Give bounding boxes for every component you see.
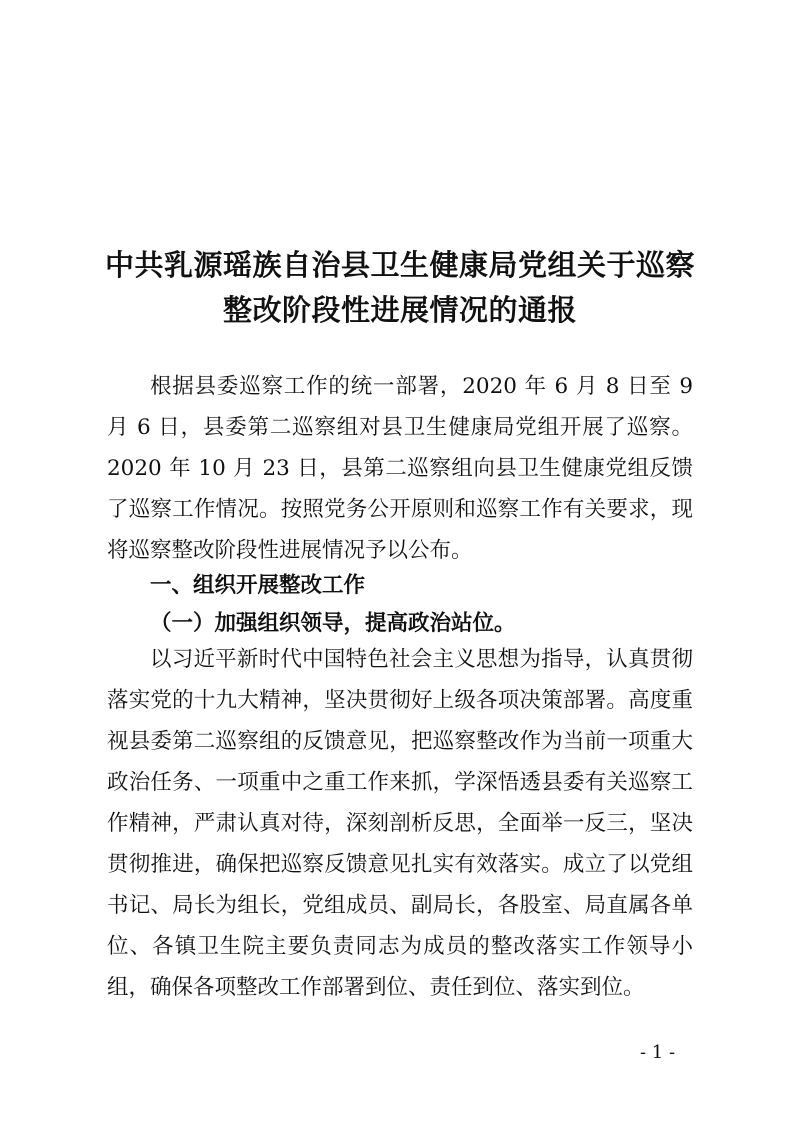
- body-paragraph-2-container: [107, 639, 693, 1008]
- subsection-heading-1: （一）加强组织领导，提高政治站位。: [150, 611, 516, 636]
- body-paragraph-1: 根据县委巡察工作的统一部署，2020 年 6 月 8 日至 9 月 6 日，县委第二巡察组对县卫生健康局党组开展了巡察。2020 年 10 月 23 日，县第二巡察组向县卫生健康党组反馈了巡察工作情况。按照党务公开原则和巡察工作有关要求，现将巡察整改阶段性进展情况予以公布。: [107, 374, 693, 563]
- section-heading-1: 一、组织开展整改工作: [150, 573, 366, 598]
- document-title-line-2: 整改阶段性进展情况的通报: [222, 293, 577, 327]
- body-paragraph-1-container: [107, 366, 693, 571]
- document-title-line-1: 中共乳源瑶族自治县卫生健康局党组关于巡察: [104, 248, 695, 282]
- body-paragraph-2: 以习近平新时代中国特色社会主义思想为指导，认真贯彻落实党的十九大精神，坚决贯彻好上级各项决策部署。高度重视县委第二巡察组的反馈意见，把巡察整改作为当前一项重大政治任务、一项重中之重工作来抓，学深悟透县委有关巡察工作精神，严肃认真对待，深刻剖析反思，全面举一反三，坚决贯彻推进，确保把巡察反馈意见扎实有效落实。成立了以党组书记、局长为组长，党组成员、副局长，各股室、局直属各单位、各镇卫生院主要负责同志为成员的整改落实工作领导小组，确保各项整改工作部署到位、责任到位、落实到位。: [107, 647, 693, 1000]
- page-number: - 1 -: [640, 1042, 676, 1063]
